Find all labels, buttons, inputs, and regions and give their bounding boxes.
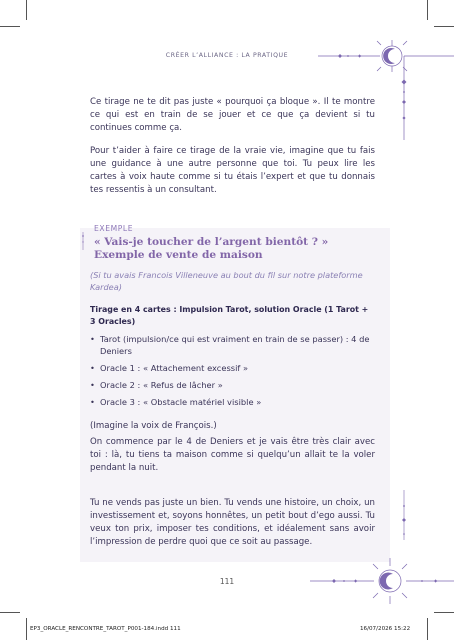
- crop-mark: [0, 612, 20, 613]
- crop-mark: [427, 618, 428, 640]
- voice-note: (Imagine la voix de François.): [90, 421, 217, 431]
- list-item: • Oracle 1 : « Attachement excessif »: [90, 362, 249, 373]
- example-title-line-2: Exemple de vente de maison: [94, 248, 263, 261]
- crop-mark: [26, 618, 27, 640]
- crop-mark: [26, 0, 27, 20]
- footer-date-time: 16/07/2026 15:22: [360, 626, 411, 632]
- crop-mark: [0, 26, 20, 27]
- footer-file-name: EP3_ORACLE_RENCONTRE_TAROT_P001-184.indd 111: [30, 626, 181, 632]
- side-ornament-icon: [398, 490, 410, 560]
- list-item: • Tarot (impulsion/ce qui est vraiment en train de se passer) : 4 de Deniers: [90, 334, 370, 356]
- crop-mark: [434, 26, 454, 27]
- intro-paragraph-1: Ce tirage ne te dit pas juste « pourquoi ça bloque ». Il te montre ce qui est en train de se jouer et ce que ça devient si tu continues comme ça.: [90, 97, 375, 133]
- list-item: • Oracle 2 : « Refus de lâcher »: [90, 379, 223, 390]
- list-item: • Oracle 3 : « Obstacle matériel visible »: [90, 396, 262, 407]
- example-paragraph-1: On commence par le 4 de Deniers et je vais être très clair avec toi : là, tu tiens ta maison comme si quelqu’un allait te la voler pendant la nuit.: [90, 437, 375, 473]
- example-quote: (Si tu avais Francois Villeneuve au bout du fil sur notre plateforme Kardea): [90, 270, 363, 292]
- page-number: 111: [219, 577, 235, 586]
- running-header: CRÉER L’ALLIANCE : LA PRATIQUE: [165, 52, 289, 59]
- crescent-moon-icon: [76, 216, 90, 252]
- example-paragraph-2: Tu ne vends pas juste un bien. Tu vends une histoire, un choix, un investissement et, soyons honnêtes, un petit bout d’ego aussi. Tu veux ton prix, imposer tes conditions, et idéalement sans avoir l’impression de perdre quoi que ce soit au passage.: [90, 498, 375, 547]
- intro-paragraph-2: Pour t’aider à faire ce tirage de la vraie vie, imagine que tu fais une guidance à une autre personne que toi. Tu peux lire les cartes à voix haute comme si tu étais l’expert et que tu donnais tes ressentis à un consultant.: [90, 146, 375, 195]
- crop-mark: [434, 612, 454, 613]
- example-title: [94, 236, 328, 262]
- draw-list: [90, 334, 375, 414]
- example-label: EXEMPLE: [94, 224, 134, 233]
- example-title-line-1: « Vais-je toucher de l’argent bientôt ? »: [94, 236, 329, 248]
- draw-title: Tirage en 4 cartes : Impulsion Tarot, solution Oracle (1 Tarot + 3 Oracles): [90, 305, 369, 326]
- crop-mark: [427, 0, 428, 20]
